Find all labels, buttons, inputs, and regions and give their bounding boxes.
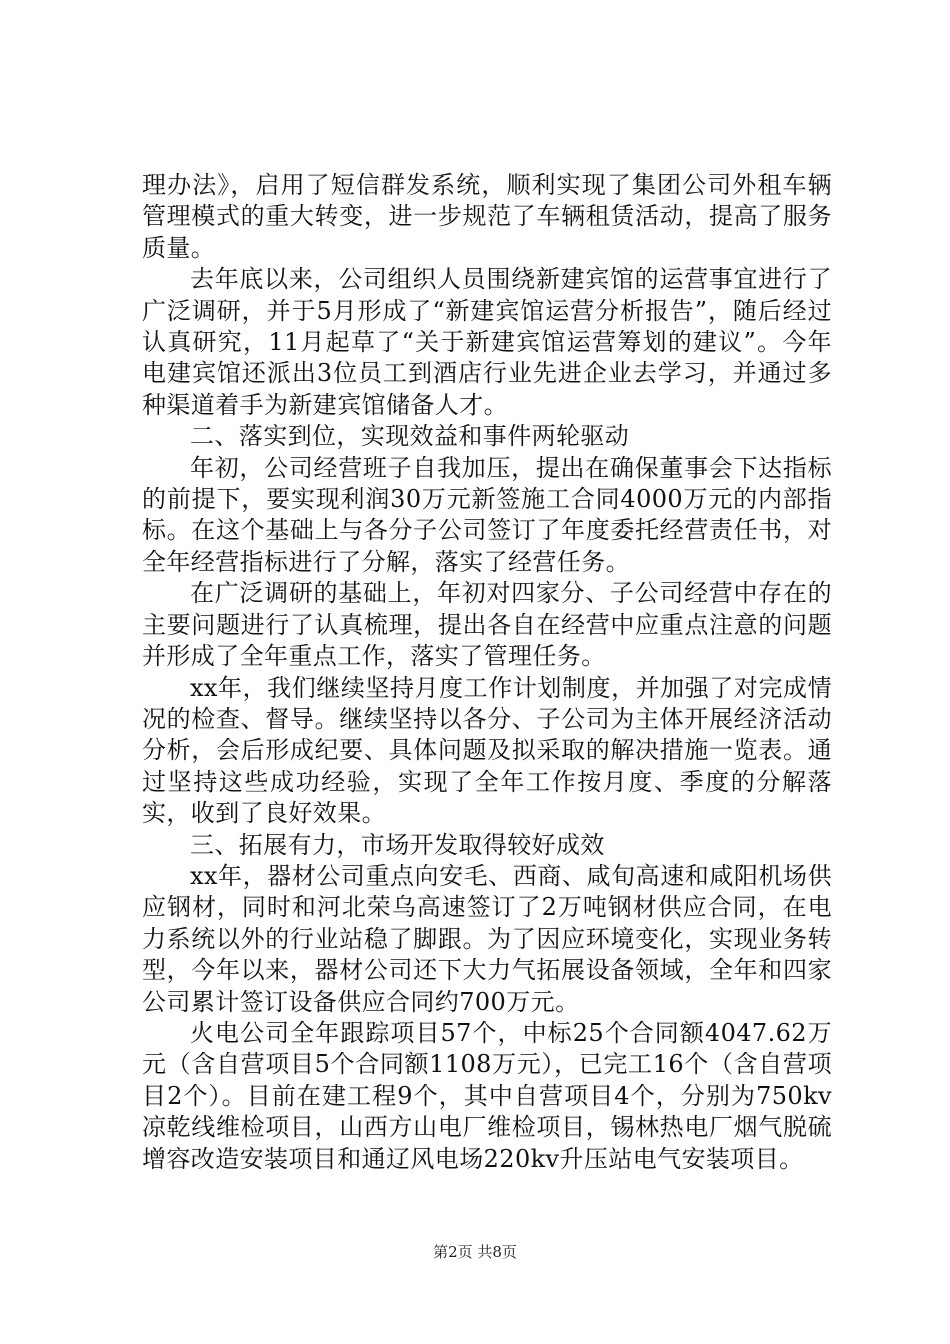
- paragraph-4: 在广泛调研的基础上，年初对四家分、子公司经营中存在的主要问题进行了认真梳理，提出各自在经营中应重点注意的问题并形成了全年重点工作，落实了管理任务。: [142, 579, 832, 671]
- paragraph-7: 火电公司全年跟踪项目57个，中标25个合同额4047.62万元（含自营项目5个合同额1108万元），已完工16个（含自营项目2个）。目前在建工程9个，其中自营项目4个，分别为750kv凉乾线维检项目，山西方山电厂维检项目，锡林热电厂烟气脱硫增容改造安装项目和通辽风电场220kv升压站电气安装项目。: [142, 1018, 832, 1173]
- section-heading-3: 三、拓展有力，市场开发取得较好成效: [190, 830, 605, 859]
- paragraph-5: xx年，我们继续坚持月度工作计划制度，并加强了对完成情况的检查、督导。继续坚持以各分、子公司为主体开展经济活动分析，会后形成纪要、具体问题及拟采取的解决措施一览表。通过坚持这些成功经验，实现了全年工作按月度、季度的分解落实，收到了良好效果。: [142, 673, 832, 828]
- paragraph-1: 理办法》，启用了短信群发系统，顺利实现了集团公司外租车辆管理模式的重大转变，进一步规范了车辆租赁活动，提高了服务质量。: [142, 171, 832, 262]
- document-body: [142, 170, 832, 1175]
- page-footer: 第2页 共8页: [433, 1243, 517, 1261]
- section-heading-2: 二、落实到位，实现效益和事件两轮驱动: [190, 422, 630, 451]
- paragraph-3: 年初，公司经营班子自我加压，提出在确保董事会下达指标的前提下，要实现利润30万元新签施工合同4000万元的内部指标。在这个基础上与各分子公司签订了年度委托经营责任书，对全年经营指标进行了分解，落实了经营任务。: [142, 453, 832, 576]
- paragraph-6: xx年，器材公司重点向安毛、西商、咸旬高速和咸阳机场供应钢材，同时和河北荣乌高速签订了2万吨钢材供应合同，在电力系统以外的行业站稳了脚跟。为了因应环境变化，实现业务转型，今年以来，器材公司还下大力气拓展设备领域，全年和四家公司累计签订设备供应合同约700万元。: [142, 861, 832, 1016]
- paragraph-2: 去年底以来，公司组织人员围绕新建宾馆的运营事宜进行了广泛调研，并于5月形成了“新建宾馆运营分析报告”，随后经过认真研究，11月起草了“关于新建宾馆运营筹划的建议”。今年电建宾馆还派出3位员工到酒店行业先进企业去学习，并通过多种渠道着手为新建宾馆储备人才。: [142, 265, 832, 419]
